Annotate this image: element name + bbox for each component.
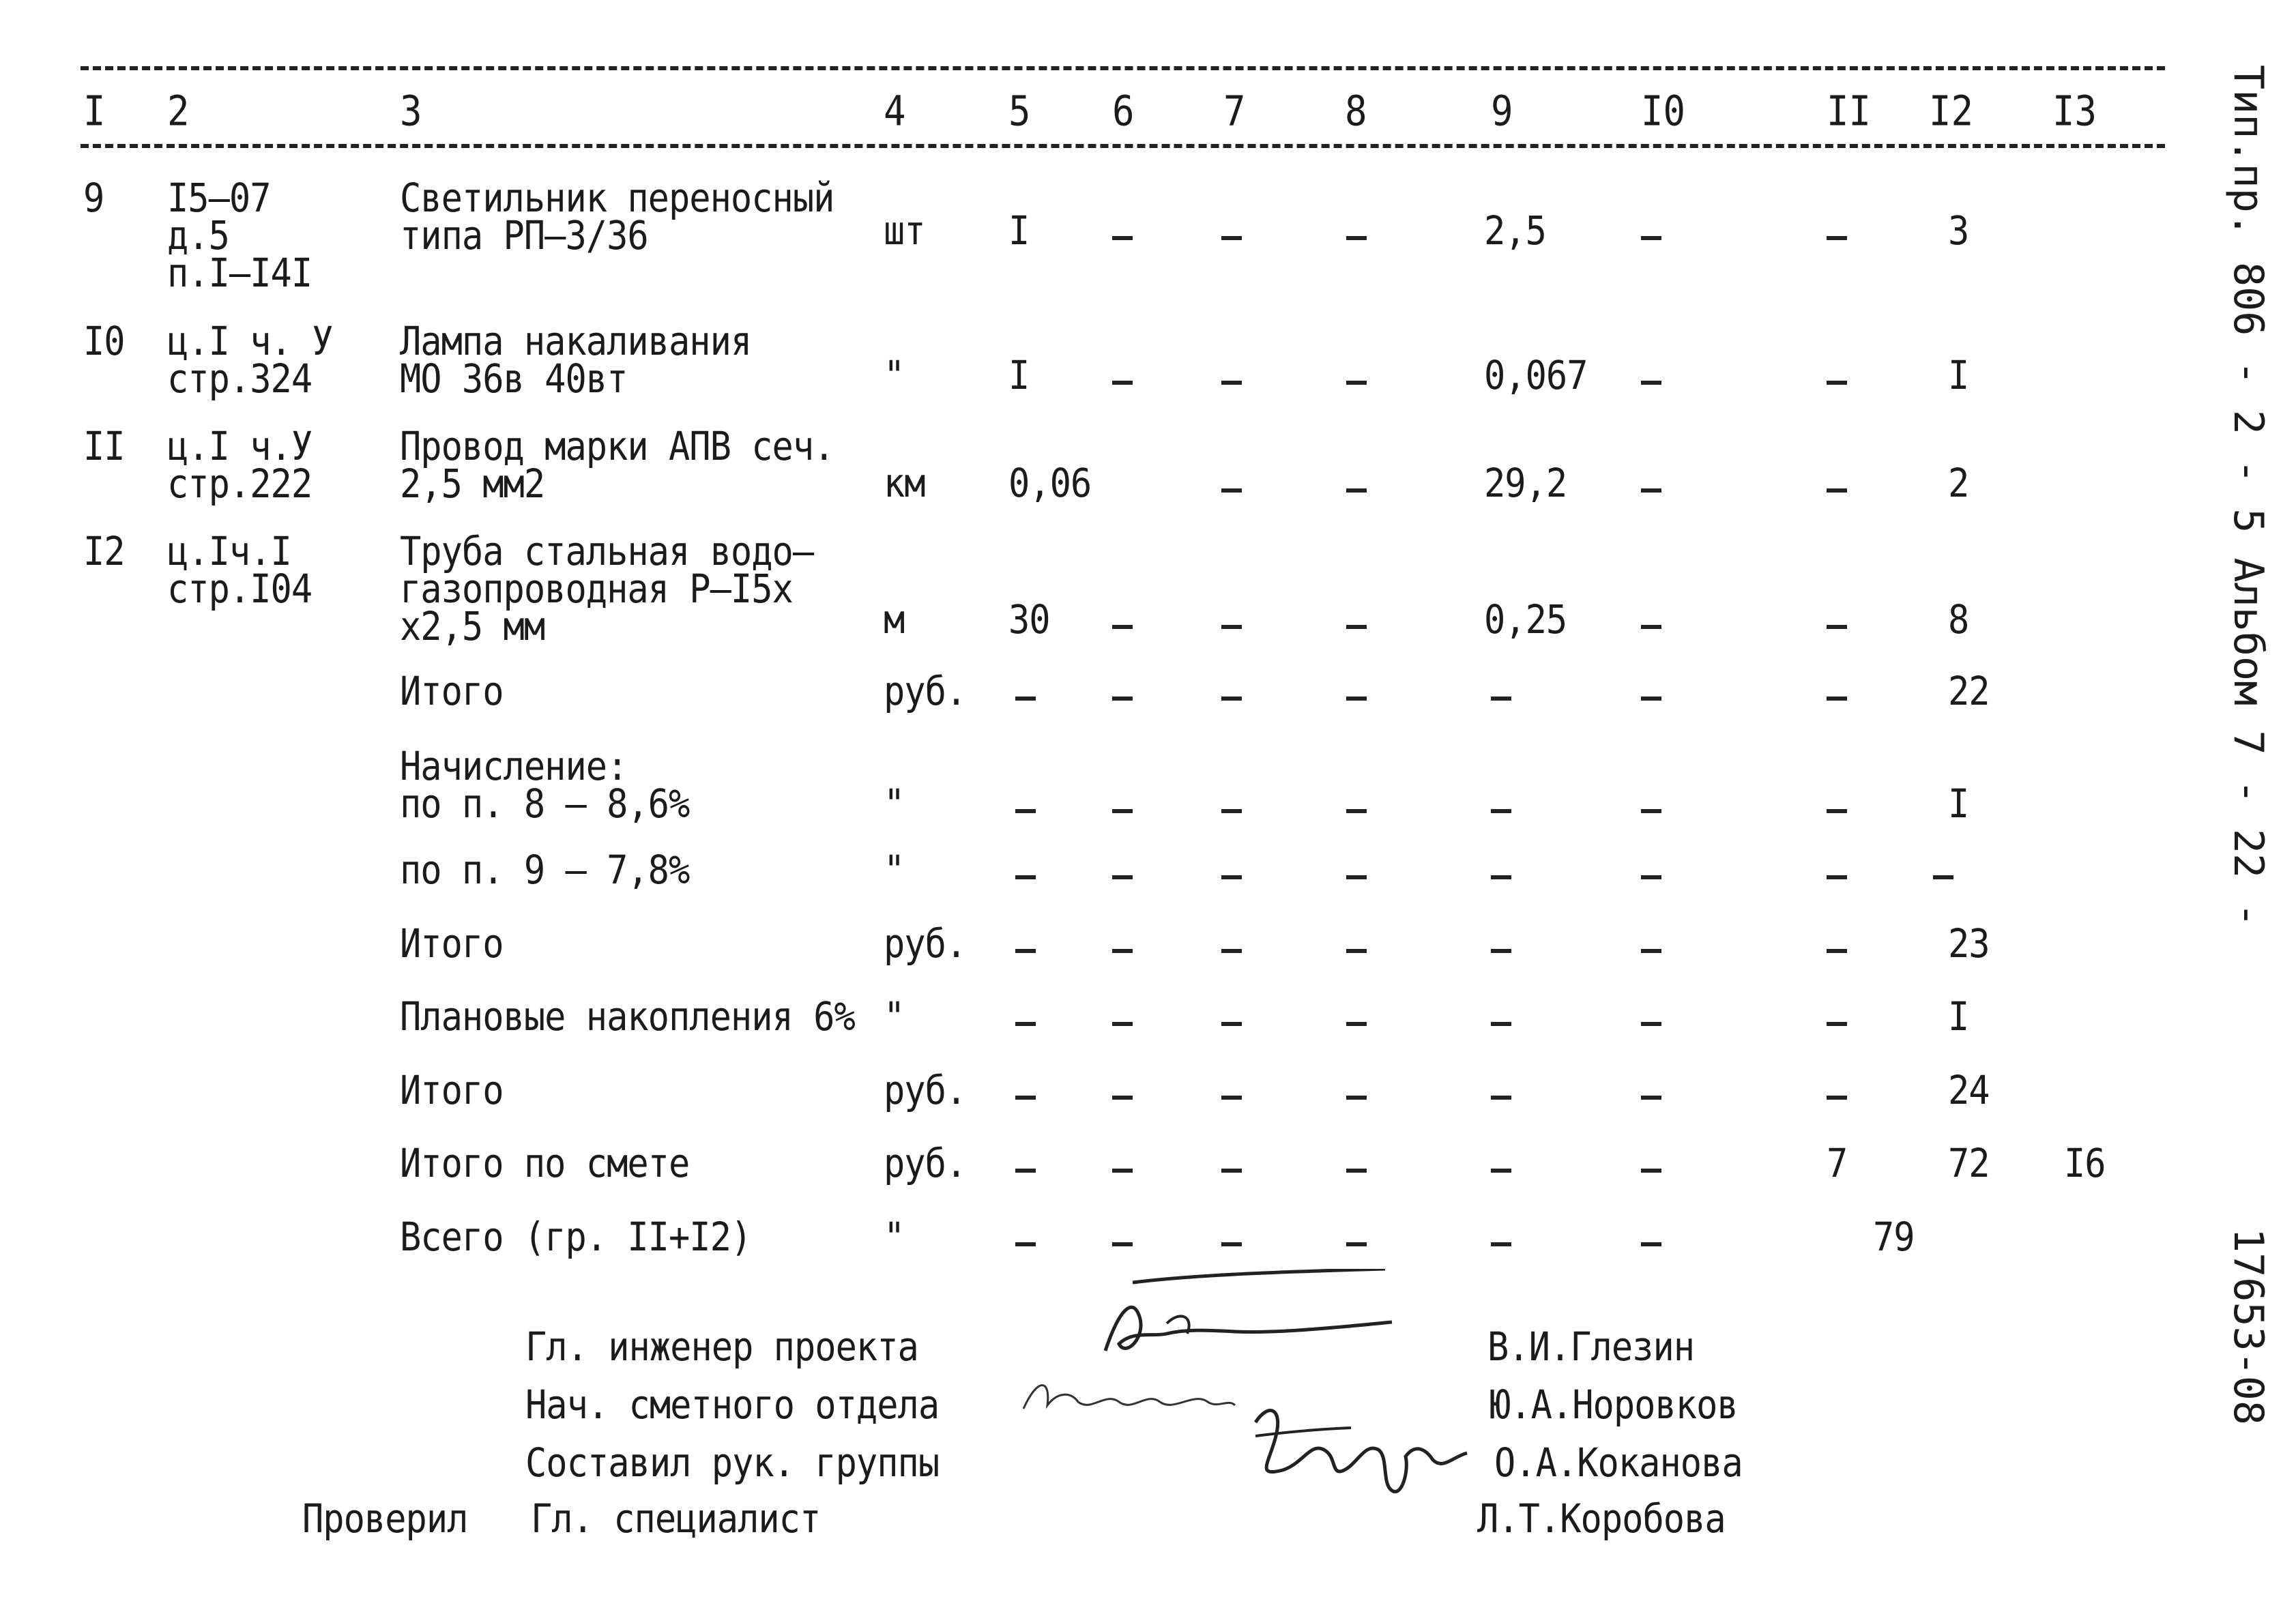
dash-c6 xyxy=(1112,381,1133,385)
col-header-7: 7 xyxy=(1223,87,1246,135)
cell-c12: I xyxy=(1948,353,1969,399)
cell-c5: 30 xyxy=(1008,597,1050,643)
dash-c10 xyxy=(1641,949,1661,953)
col-header-3: 3 xyxy=(400,87,422,135)
row-unit: шт xyxy=(884,208,925,254)
header-bottom-rule xyxy=(81,144,2165,148)
col-header-1: I xyxy=(83,87,106,135)
dash-c10 xyxy=(1641,809,1661,813)
dash-c10 xyxy=(1641,236,1661,240)
header-top-rule xyxy=(81,66,2165,70)
summary-name: Итого xyxy=(400,921,504,967)
dash-c8 xyxy=(1346,1096,1367,1100)
cell-c5: I xyxy=(1008,353,1030,399)
dash-c7 xyxy=(1221,488,1242,493)
summary-unit: " xyxy=(884,994,905,1040)
dash-c10 xyxy=(1641,875,1661,879)
dash-c8 xyxy=(1346,381,1367,385)
summary-unit: " xyxy=(884,1214,905,1261)
signature-name-glezin: В.И.Глезин xyxy=(1487,1324,1695,1371)
col-header-6: 6 xyxy=(1112,87,1135,135)
dash-c8 xyxy=(1346,697,1367,701)
dash-c7 xyxy=(1221,697,1242,701)
dash-c9 xyxy=(1491,949,1511,953)
signature-title-chief-specialist: Гл. специалист xyxy=(531,1496,821,1542)
dash-c6 xyxy=(1112,236,1133,240)
signature-title-chief-engineer: Гл. инженер проекта xyxy=(525,1324,918,1371)
cell-c5: I xyxy=(1008,208,1030,254)
dash-c9 xyxy=(1491,809,1511,813)
summary-unit: руб. xyxy=(884,669,967,715)
dash-c7 xyxy=(1221,236,1242,240)
col-header-2: 2 xyxy=(167,87,190,135)
row-reference: ц.I ч.У xyxy=(167,424,313,470)
dash-c11 xyxy=(1827,1096,1847,1100)
cell-c12: I xyxy=(1948,994,1969,1040)
row-reference: стр.I04 xyxy=(167,566,313,613)
dash-c6 xyxy=(1112,809,1133,813)
dash-c5 xyxy=(1015,875,1036,879)
handwritten-signature-1 xyxy=(1092,1269,1406,1371)
dash-c11 xyxy=(1827,875,1847,879)
row-reference: д.5 xyxy=(167,213,229,259)
dash-c7 xyxy=(1221,625,1242,629)
col-header-9: 9 xyxy=(1491,87,1513,135)
row-reference: стр.324 xyxy=(167,356,313,402)
cell-c12: 24 xyxy=(1948,1068,1990,1114)
summary-name: Плановые накопления 6% xyxy=(400,994,855,1040)
dash-c5 xyxy=(1015,697,1036,701)
dash-c8 xyxy=(1346,1169,1367,1173)
signature-name-kokanova: О.А.Коканова xyxy=(1494,1440,1743,1486)
summary-name: Итого xyxy=(400,669,504,715)
row-unit: м xyxy=(884,597,905,643)
cell-c12: 2 xyxy=(1948,460,1969,507)
row-reference: ц.I ч. У xyxy=(167,319,333,365)
dash-c8 xyxy=(1346,1022,1367,1026)
row-reference: ц.Iч.I xyxy=(167,529,291,575)
dash-c8 xyxy=(1346,1242,1367,1246)
dash-c7 xyxy=(1221,381,1242,385)
dash-c6 xyxy=(1112,1169,1133,1173)
cell-c9: 2,5 xyxy=(1484,208,1546,254)
col-header-10: I0 xyxy=(1641,87,1686,135)
summary-unit: руб. xyxy=(884,1068,967,1114)
dash-c7 xyxy=(1221,1022,1242,1026)
summary-name: по п. 9 – 7,8% xyxy=(400,847,690,894)
handwritten-signature-3 xyxy=(1242,1395,1474,1504)
row-number: I2 xyxy=(83,529,125,575)
summary-name: Всего (гр. II+I2) xyxy=(400,1214,752,1261)
cell-c5: 0,06 xyxy=(1008,460,1092,507)
row-name: Лампа накаливания xyxy=(400,319,752,365)
cell-c12: 3 xyxy=(1948,208,1969,254)
col-header-5: 5 xyxy=(1008,87,1031,135)
dash-c5 xyxy=(1015,809,1036,813)
col-header-8: 8 xyxy=(1345,87,1367,135)
cell-c12: I xyxy=(1948,781,1969,827)
summary-name: Начисление: xyxy=(400,744,628,790)
cell-c13: I6 xyxy=(2064,1141,2106,1187)
dash-c10 xyxy=(1641,488,1661,493)
dash-c9 xyxy=(1491,1022,1511,1026)
col-header-12: I2 xyxy=(1929,87,1974,135)
dash-c8 xyxy=(1346,809,1367,813)
cell-c9: 0,25 xyxy=(1484,597,1567,643)
summary-name: по п. 8 – 8,6% xyxy=(400,781,690,827)
row-reference: I5–07 xyxy=(167,175,271,222)
dash-c8 xyxy=(1346,625,1367,629)
row-reference: стр.222 xyxy=(167,461,313,508)
row-name: типа РП–3/36 xyxy=(400,213,648,259)
dash-c6 xyxy=(1112,875,1133,879)
signature-prefix-checked: Проверил xyxy=(302,1496,468,1542)
dash-c6 xyxy=(1112,625,1133,629)
dash-c7 xyxy=(1221,1096,1242,1100)
dash-c11 xyxy=(1827,625,1847,629)
signature-title-group-lead: Составил рук. группы xyxy=(525,1440,940,1486)
dash-c11 xyxy=(1827,381,1847,385)
dash-c5 xyxy=(1015,949,1036,953)
dash-c6 xyxy=(1112,949,1133,953)
row-name: газопроводная Р–I5х xyxy=(400,566,793,613)
signature-title-estimate-head: Нач. сметного отдела xyxy=(525,1382,940,1428)
signature-name-norovkov: Ю.А.Норовков xyxy=(1490,1382,1738,1428)
dash-c6 xyxy=(1112,1022,1133,1026)
dash-c10 xyxy=(1641,625,1661,629)
dash-c10 xyxy=(1641,1022,1661,1026)
row-name: Труба стальная водо– xyxy=(400,529,814,575)
row-name: Провод марки АПВ сеч. xyxy=(400,424,834,470)
col-header-4: 4 xyxy=(884,87,906,135)
cell-c9: 29,2 xyxy=(1484,460,1567,507)
dash-c10 xyxy=(1641,1096,1661,1100)
cell-c11: 7 xyxy=(1827,1141,1848,1187)
row-name: МО 36в 40вт xyxy=(400,356,628,402)
dash-c10 xyxy=(1641,1242,1661,1246)
dash-c11 xyxy=(1827,949,1847,953)
dash-c8 xyxy=(1346,949,1367,953)
col-header-11: II xyxy=(1827,87,1872,135)
summary-name: Итого по смете xyxy=(400,1141,690,1187)
dash-c7 xyxy=(1221,809,1242,813)
dash-c5 xyxy=(1015,1022,1036,1026)
cell-c9: 0,067 xyxy=(1484,353,1588,399)
col-header-13: I3 xyxy=(2052,87,2097,135)
dash-c6 xyxy=(1112,1242,1133,1246)
dash-c11 xyxy=(1827,697,1847,701)
dash-c9 xyxy=(1491,1096,1511,1100)
dash-c7 xyxy=(1221,875,1242,879)
dash-c11 xyxy=(1827,1022,1847,1026)
dash-c6 xyxy=(1112,697,1133,701)
cell-c12: 23 xyxy=(1948,921,1990,967)
dash-c8 xyxy=(1346,236,1367,240)
summary-name: Итого xyxy=(400,1068,504,1114)
dash-c11 xyxy=(1827,809,1847,813)
row-name: 2,5 мм2 xyxy=(400,461,545,508)
summary-unit: " xyxy=(884,781,905,827)
row-unit: " xyxy=(884,353,905,399)
dash-c7 xyxy=(1221,949,1242,953)
row-number: 9 xyxy=(83,175,104,222)
cell-c12: 8 xyxy=(1948,597,1969,643)
side-code: 17653-08 xyxy=(2224,1228,2272,1425)
dash-c7 xyxy=(1221,1242,1242,1246)
dash-c5 xyxy=(1015,1242,1036,1246)
cell-c11: 79 xyxy=(1873,1214,1915,1261)
dash-c9 xyxy=(1491,1242,1511,1246)
row-name: х2,5 мм xyxy=(400,604,545,650)
handwritten-signature-2 xyxy=(1017,1371,1242,1426)
dash-c10 xyxy=(1641,381,1661,385)
cell-c12: 22 xyxy=(1948,669,1990,715)
summary-unit: руб. xyxy=(884,921,967,967)
dash-c12 xyxy=(1933,875,1953,879)
cell-c12: 72 xyxy=(1948,1141,1990,1187)
dash-c6 xyxy=(1112,1096,1133,1100)
dash-c9 xyxy=(1491,697,1511,701)
dash-c7 xyxy=(1221,1169,1242,1173)
dash-c9 xyxy=(1491,875,1511,879)
dash-c8 xyxy=(1346,488,1367,493)
row-name: Светильник переносный xyxy=(400,175,834,222)
dash-c5 xyxy=(1015,1096,1036,1100)
signature-name-korobova: Л.Т.Коробова xyxy=(1477,1496,1726,1542)
row-number: II xyxy=(83,424,125,470)
summary-unit: " xyxy=(884,847,905,894)
summary-unit: руб. xyxy=(884,1141,967,1187)
dash-c10 xyxy=(1641,697,1661,701)
dash-c11 xyxy=(1827,236,1847,240)
dash-c10 xyxy=(1641,1169,1661,1173)
row-reference: п.I–I4I xyxy=(167,250,313,297)
dash-c8 xyxy=(1346,875,1367,879)
side-label: Тип.пр. 806 - 2 - 5 Альбом 7 - 22 - xyxy=(2224,65,2272,928)
dash-c11 xyxy=(1827,488,1847,493)
row-unit: км xyxy=(884,460,925,507)
dash-c5 xyxy=(1015,1169,1036,1173)
dash-c9 xyxy=(1491,1169,1511,1173)
row-number: I0 xyxy=(83,319,125,365)
